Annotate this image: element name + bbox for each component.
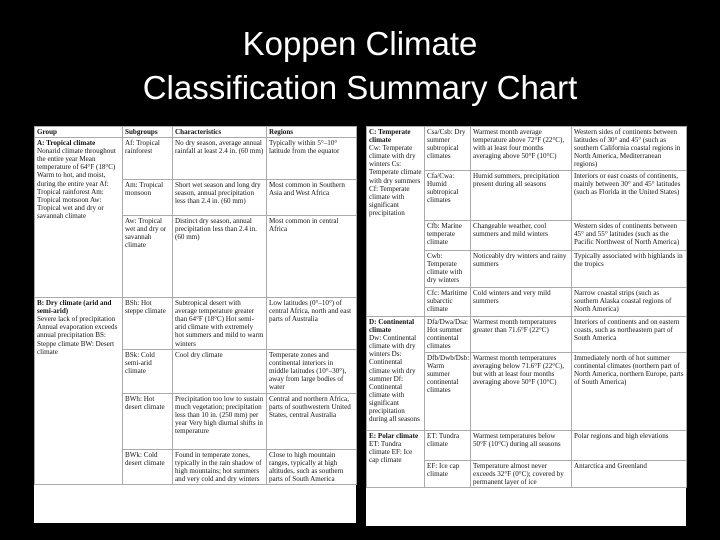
characteristics-cell: Short wet season and long dry season, annual precipitation less than 2.4 in. (60 mm): [173, 180, 267, 216]
group-title: B: Dry climate (arid and semi-arid): [37, 299, 112, 316]
characteristics-cell: Precipitation too low to sustain much vegetation; precipitation less than 10 in. (250 mm) per year Very high diurnal shifts in temperature: [173, 393, 267, 449]
characteristics-cell: Found in temperate zones, typically in the rain shadow of high mountains; hot summers and very cold and dry winters: [173, 449, 267, 484]
characteristics-cell: Distinct dry season, annual precipitation less than 2.4 in. (60 mm): [173, 216, 267, 298]
subgroup-cell: Dfa/Dwa/Dsa: Hot summer continental climates: [425, 317, 471, 353]
characteristics-cell: Warmest month temperatures averaging below 71.6°F (22°C), but with at least four months averaging above 50°F (10°C): [471, 353, 572, 431]
subgroup-cell: BWh: Hot desert climate: [123, 393, 173, 449]
regions-cell: Low latitudes (0°–10°) of central Africa, north and east parts of Australia: [267, 298, 357, 350]
table-row: [367, 127, 687, 171]
characteristics-cell: Warmest temperatures below 50°F (10°C) during all seasons: [471, 431, 572, 461]
characteristics-cell: Changeable weather, cool summers and mild winters: [471, 221, 572, 251]
regions-cell: Narrow coastal strips (such as southern Alaska coastal regions of North America): [572, 288, 687, 317]
header-group: Group: [35, 127, 123, 138]
regions-cell: Antarctica and Greenland: [572, 461, 687, 488]
table-header-row: [35, 127, 357, 138]
regions-cell: Interiors of continents and on eastern coasts, such as northeastern part of South America: [572, 317, 687, 353]
regions-cell: Central and northern Africa, parts of southwestern United States, central Australia: [267, 393, 357, 449]
group-title: E: Polar climate: [369, 432, 419, 440]
table-row: [35, 138, 357, 180]
subgroup-cell: BSk: Cold semi-arid climate: [123, 350, 173, 393]
group-description: Nonarid climate throughout the entire year Mean temperature of 64°F (18°C) Warm to hot, and moist, during the entire year Af: Tropical rainforest Am: Tropical monsoon Aw: Tropical wet and dry or savannah climate: [37, 147, 116, 220]
regions-cell: Western sides of continents between 45° and 55° latitudes (such as the Pacific Northwest of North America): [572, 221, 687, 251]
group-description: Cw: Temperate climate with dry winters Cs: Temperate climate with dry summers Cf: Temperate climate with significant precipitation: [369, 144, 422, 217]
regions-cell: Most common in central Africa: [267, 216, 357, 298]
table-row: [35, 298, 357, 350]
regions-cell: Western sides of continents between latitudes of 30° and 45° (such as southern California coastal regions in North America, Mediterranean regions): [572, 127, 687, 171]
right-table-panel: [366, 126, 686, 526]
characteristics-cell: Humid summers, precipitation present during all seasons: [471, 171, 572, 221]
subgroup-cell: Csa/Csb: Dry summer subtropical climates: [425, 127, 471, 171]
characteristics-cell: Warmest month average temperature above 72°F (22°C), with at least four months averaging above 50°F (10°C): [471, 127, 572, 171]
table-row: [367, 317, 687, 353]
regions-cell: Interiors or east coasts of continents, mainly between 30° and 45° latitudes (such as Florida in the United States): [572, 171, 687, 221]
subgroup-cell: Af: Tropical rainforest: [123, 138, 173, 180]
subgroup-cell: Cwb: Temperate climate with dry winters: [425, 251, 471, 288]
left-table-panel: [34, 126, 356, 523]
group-title: C: Temperate climate: [369, 128, 411, 145]
group-cell-b: [35, 298, 123, 485]
characteristics-cell: Noticeably dry winters and rainy summers: [471, 251, 572, 288]
subgroup-cell: Dfb/Dwb/Dsb: Warm summer continental climates: [425, 353, 471, 431]
characteristics-cell: No dry season, average annual rainfall at least 2.4 in. (60 mm): [173, 138, 267, 180]
subgroup-cell: ET: Tundra climate: [425, 431, 471, 461]
header-regions: Regions: [267, 127, 357, 138]
regions-cell: Polar regions and high elevations: [572, 431, 687, 461]
regions-cell: Close to high mountain ranges, typically at high altitudes, such as southern parts of South America: [267, 449, 357, 484]
group-description: Severe lack of precipitation Annual evaporation exceeds annual precipitation BS: Steppe climate BW: Desert climate: [37, 315, 118, 356]
characteristics-cell: Cool dry climate: [173, 350, 267, 393]
group-cell-a: [35, 138, 123, 298]
table-row: [367, 431, 687, 461]
regions-cell: Most common in Southern Asia and West Africa: [267, 180, 357, 216]
title-line-2: Classification Summary Chart: [142, 69, 578, 106]
subgroup-cell: Cfc: Maritime subarctic climate: [425, 288, 471, 317]
subgroup-cell: EF: Ice cap climate: [425, 461, 471, 488]
slide-title: [0, 22, 720, 110]
regions-cell: Temperate zones and continental interiors in middle latitudes (10°–30°), away from large bodies of water: [267, 350, 357, 393]
subgroup-cell: BWk: Cold desert climate: [123, 449, 173, 484]
group-title: A: Tropical climate: [37, 139, 96, 148]
header-subgroups: Subgroups: [123, 127, 173, 138]
subgroup-cell: Am: Tropical monsoon: [123, 180, 173, 216]
header-characteristics: Characteristics: [173, 127, 267, 138]
group-cell-d: [367, 317, 425, 431]
characteristics-cell: Warmest month temperatures greater than 71.6°F (22°C): [471, 317, 572, 353]
group-description: ET: Tundra climate EF: Ice cap climate: [369, 440, 413, 465]
group-description: Dw: Continental climate with dry winters Ds: Continental climate with dry summer Df: Continental climate with significant precipitation during all seasons: [369, 334, 420, 424]
characteristics-cell: Subtropical desert with average temperature greater than 64°F (18°C) Hot semi-arid climate with extremely hot summers and mild to warm winters: [173, 298, 267, 350]
subgroup-cell: BSh: Hot steppe climate: [123, 298, 173, 350]
title-line-1: Koppen Climate: [242, 25, 478, 62]
characteristics-cell: Temperature almost never exceeds 32°F (0°C); covered by permanent layer of ice: [471, 461, 572, 488]
group-title: D: Continental climate: [369, 318, 415, 335]
right-climate-table: [366, 126, 687, 488]
group-cell-c: [367, 127, 425, 317]
regions-cell: Immediately north of hot summer continental climates (northern part of North America, northern Europe, parts of South America): [572, 353, 687, 431]
group-cell-e: [367, 431, 425, 488]
regions-cell: Typically within 5°–10° latitude from the equator: [267, 138, 357, 180]
subgroup-cell: Cfb: Marine temperate climate: [425, 221, 471, 251]
left-climate-table: [34, 126, 357, 485]
subgroup-cell: Cfa/Cwa: Humid subtropical climates: [425, 171, 471, 221]
characteristics-cell: Cold winters and very mild summers: [471, 288, 572, 317]
subgroup-cell: Aw: Tropical wet and dry or savannah climate: [123, 216, 173, 298]
regions-cell: Typically associated with highlands in the tropics: [572, 251, 687, 288]
